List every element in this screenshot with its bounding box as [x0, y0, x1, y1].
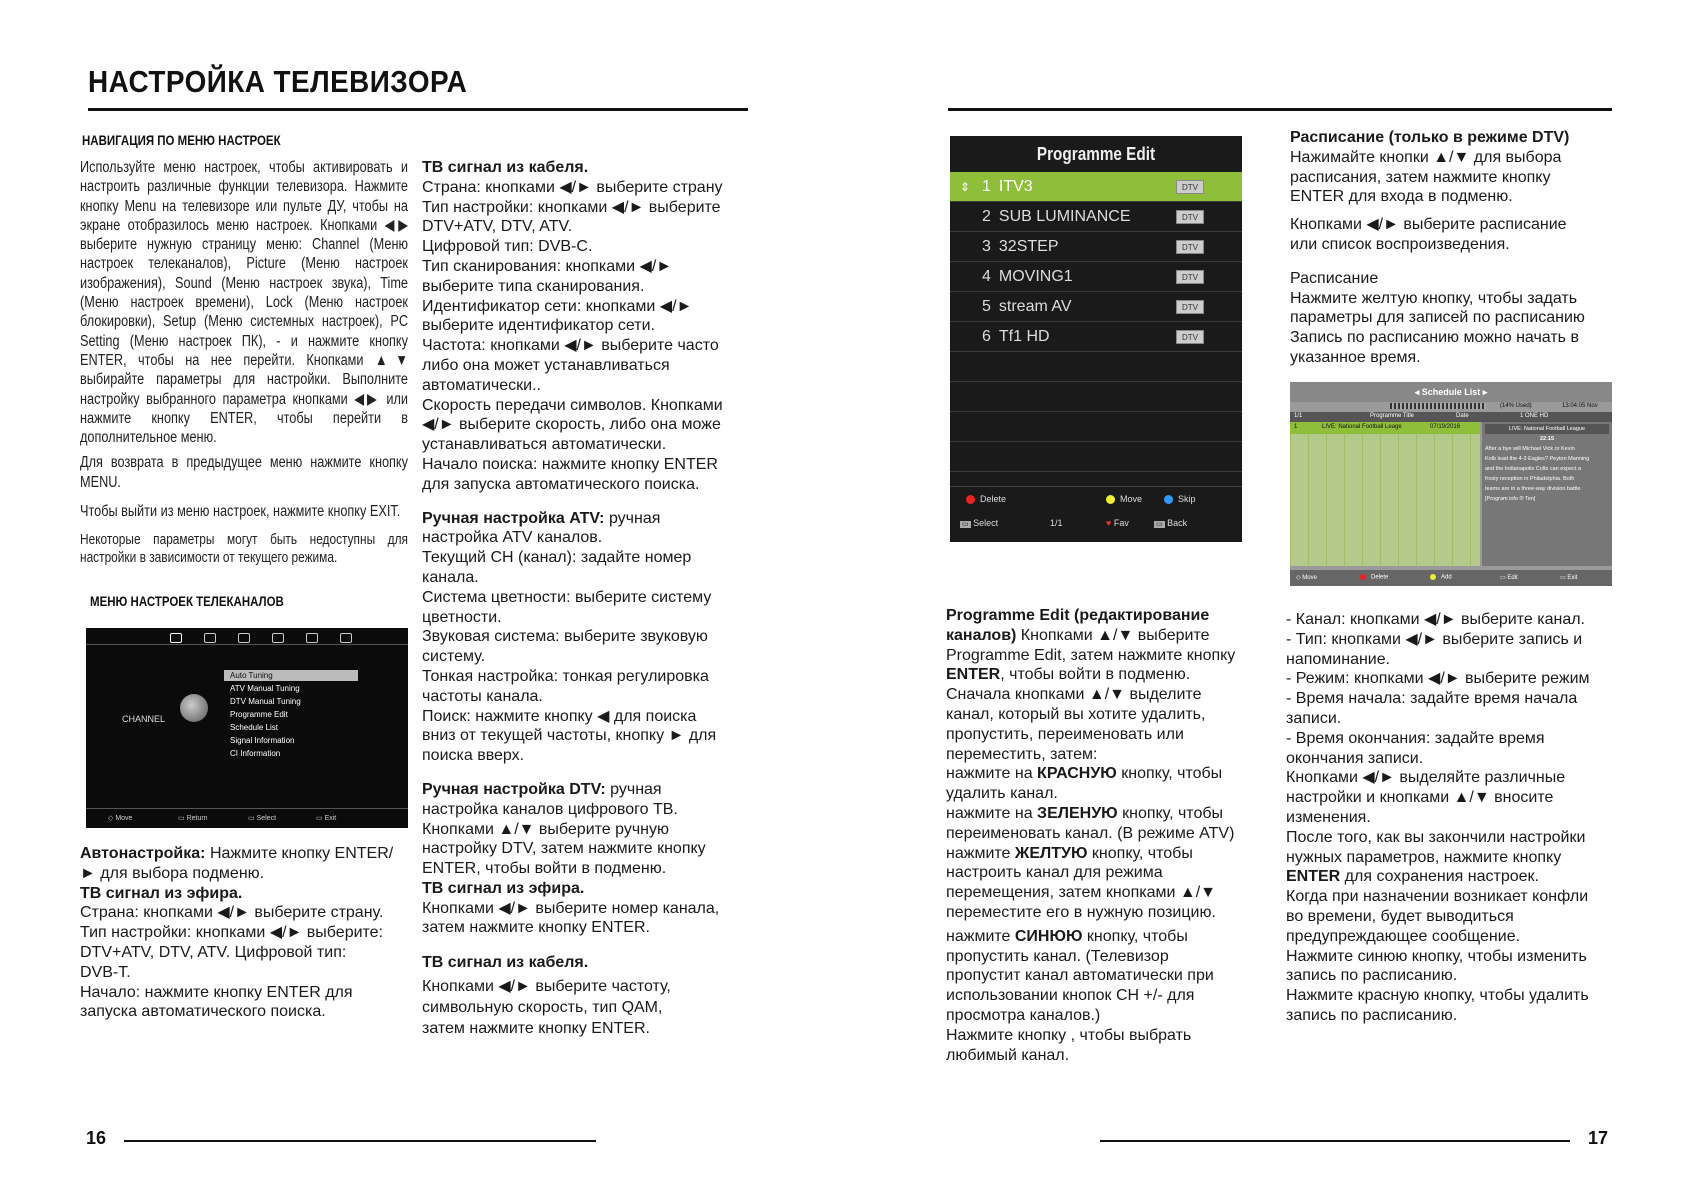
pe-delete[interactable]: Delete [966, 494, 1006, 504]
atv-line: вниз от текущей частоты, кнопку ► для [422, 727, 717, 745]
cable-line: DTV+ATV, DTV, ATV. [422, 218, 573, 236]
section-heading-channels: МЕНЮ НАСТРОЕК ТЕЛЕКАНАЛОВ [90, 593, 284, 609]
menu-item-atv-manual[interactable]: ATV Manual Tuning [230, 684, 300, 693]
pe-l13: настроить канал для режима [946, 864, 1163, 882]
picture-tab-icon [204, 633, 216, 643]
atv-line: Звуковая система: выберите звуковую [422, 628, 708, 646]
dtv-line: Кнопками ▲/▼ выберите ручную [422, 820, 670, 838]
programme-row-empty [950, 382, 1242, 412]
programme-number: 6 [982, 327, 991, 345]
pe-l12a: нажмите [946, 844, 1015, 862]
satellite-dish-icon [180, 694, 208, 722]
pe-l7: переместить, затем: [946, 745, 1098, 763]
nav-paragraph-2: Для возврата в предыдущее меню нажмите кнопку MENU. [80, 454, 408, 491]
cable-line: Тип настройки: кнопками ◀/► выберите [422, 198, 721, 216]
cable-line: выберите идентификатор сети. [422, 317, 655, 335]
atv-heading-rest: ручная [604, 509, 661, 527]
schedule-line: указанное время. [1290, 348, 1421, 366]
schedule-detail-line: напоминание. [1286, 650, 1391, 668]
footer-return: ▭ Return [178, 815, 208, 822]
programme-number: 3 [982, 237, 991, 255]
programme-type-badge: DTV [1176, 180, 1204, 194]
pe-l5: канал, который вы хотите удалить, [946, 705, 1206, 723]
air-line: Кнопками ◀/► выберите номер канала, [422, 899, 720, 917]
footer-select: ▭ Select [248, 815, 277, 822]
detail-line: teams are in a three-way division battle. [1485, 486, 1582, 492]
sound-tab-icon [238, 633, 250, 643]
schedule-heading: Расписание (только в режиме DTV) [1290, 129, 1570, 146]
pe-l10a: нажмите на [946, 804, 1038, 822]
setup-tab-icon [340, 633, 352, 643]
page-number-right: 17 [1588, 1128, 1609, 1148]
air-signal-heading: ТВ сигнал из эфира. [80, 884, 243, 902]
atv-line: Тонкая настройка: тонкая регулировка [422, 667, 709, 685]
programme-row[interactable] [950, 232, 1242, 262]
programme-edit-title: Programme Edit [1036, 144, 1156, 164]
cable-line: устанавливаться автоматически. [422, 436, 667, 454]
auto-tuning-heading: Автонастройка: [80, 845, 206, 862]
cable-line: автоматически.. [422, 376, 541, 394]
atv-line: канала. [422, 568, 479, 586]
cable-line: выберите типа сканирования. [422, 277, 645, 295]
storage-used: (14% Used) [1500, 403, 1532, 409]
cable-heading: ТВ сигнал из кабеля. [422, 159, 589, 176]
atv-line: Текущий CH (канал): задайте номер [422, 549, 692, 567]
cable2-line: затем нажмите кнопку ENTER. [422, 1020, 650, 1038]
pe-heading2: каналов) [946, 626, 1017, 644]
cable-line: Страна: кнопками ◀/► выберите страну [422, 178, 723, 196]
footer-rule-left [124, 1140, 596, 1142]
detail-line: Kolb lead the 4-3 Eagles? Peyton Manning [1485, 456, 1590, 462]
schedule-footer [1290, 570, 1612, 586]
schedule-line: параметры для записей по расписанию [1290, 309, 1585, 327]
atv-line: Система цветности: выберите систему [422, 588, 712, 606]
programme-type-badge: DTV [1176, 210, 1204, 224]
pe-l3: , чтобы войти в подменю. [1000, 666, 1191, 684]
schedule-detail-line: окончания записи. [1286, 749, 1424, 767]
footer-move: ◇ Move [108, 815, 133, 822]
air-heading: ТВ сигнал из эфира. [422, 879, 585, 897]
detail-line: frosty reception in Philadelphia. Both [1485, 476, 1575, 482]
menu-item-dtv-manual[interactable]: DTV Manual Tuning [230, 697, 301, 706]
schedule-detail-line: - Тип: кнопками ◀/► выберите запись и [1286, 630, 1583, 648]
cable-line: либо она может устанавливаться [422, 356, 670, 374]
pe-heading: Programme Edit (редактирование [946, 607, 1210, 624]
pe-l16a: нажмите [946, 927, 1015, 945]
programme-list [950, 172, 1242, 472]
time-tab-icon [272, 633, 284, 643]
programme-row[interactable] [950, 202, 1242, 232]
auto-tuning-line2: ► для выбора подменю. [80, 864, 265, 882]
dtv-heading: Ручная настройка DTV: [422, 780, 606, 798]
schedule-detail-line: записи. [1286, 709, 1342, 727]
schedule-detail-line: Кнопками ◀/► выделяйте различные [1286, 769, 1566, 787]
schedule-time: 13:04:05 Nov [1562, 403, 1598, 409]
navigation-text-block [80, 158, 406, 567]
programme-name: ITV3 [998, 177, 1033, 195]
cable-line: Идентификатор сети: кнопками ◀/► [422, 297, 693, 315]
schedule-detail-line: нужных параметров, нажмите кнопку [1286, 848, 1562, 866]
footer-exit: ▭ Exit [316, 815, 337, 822]
programme-name: Tf1 HD [998, 327, 1050, 345]
pe-l18: пропустит канал автоматически при [946, 967, 1214, 985]
row-date: 07/19/2016 [1430, 424, 1461, 430]
air-line: затем нажмите кнопку ENTER. [422, 919, 650, 937]
pe-l12c: кнопку, чтобы [1087, 844, 1193, 862]
pe-l2: Programme Edit, затем нажмите кнопку [946, 646, 1236, 664]
programme-row-empty [950, 412, 1242, 442]
schedule-grid [1290, 434, 1480, 566]
schedule-title: ◂ Schedule List ▸ [1290, 382, 1612, 402]
menu-item-programme-edit[interactable]: Programme Edit [230, 710, 288, 719]
footer-rule-right [1100, 1140, 1570, 1142]
schedule-detail-line: После того, как вы закончили настройки [1286, 828, 1586, 846]
schedule-detail [1482, 422, 1612, 566]
schedule-detail-line: запись по расписанию. [1286, 1006, 1458, 1024]
st2-enter-rest: для сохранения настроек. [1340, 868, 1539, 886]
detail-title: LIVE: National Football League [1485, 424, 1609, 434]
schedule-sub: Расписание [1290, 269, 1379, 287]
pe-l22: любимый канал. [946, 1046, 1070, 1064]
schedule-header-row: 1/1 Programme Title Date 1 ONE HD [1290, 412, 1612, 422]
pe-l3-bold: ENTER [946, 666, 1001, 684]
cable2-line: символьную скорость, тип QAM, [422, 999, 663, 1017]
sl-add[interactable]: Add [1430, 574, 1452, 581]
programme-type-badge: DTV [1176, 330, 1204, 344]
nav-paragraph-1: Используйте меню настроек, чтобы активировать и настроить различные функции телевизора. Нажмите кнопку Menu на телевизоре или пульте ДУ, чтобы на экране отобразилось меню настроек. Кнопками ◀▶ выберите нужную страницу меню: Channel (Меню настроек телеканалов), Picture (Меню настроек изображения), Sound (Меню настроек звука), Time (Меню настроек времени), Lock (Меню настроек блокировки), Setup (Меню системных настроек), PC Setting (Меню настроек ПК), - и нажмите кнопку ENTER, чтобы на нее перейти. Кнопками ▲▼ выбирайте параметры для настройки. Выполните настройку выбранного параметра кнопками ◀▶ или нажмите кнопку ENTER, чтобы перейти в дополнительное меню. [80, 159, 408, 447]
detail-line: and the Indianapolis Colts can expect a [1485, 466, 1582, 472]
st2-enter: ENTER [1286, 868, 1341, 886]
pe-l11: переименовать канал. (В режиме ATV) [946, 824, 1235, 842]
pe-l19: использовании кнопок CH +/- для [946, 987, 1195, 1005]
menu-item-ci-info[interactable]: CI Information [230, 749, 281, 758]
detail-line: After a bye will Michael Vick or Kevin [1485, 446, 1575, 452]
channel-menu-screenshot [86, 628, 408, 828]
atv-line: настройка ATV каналов. [422, 529, 603, 547]
pe-move[interactable]: Move [1106, 494, 1142, 504]
programme-row-empty [950, 352, 1242, 382]
programme-edit-screenshot [950, 136, 1242, 542]
top-rule-right [948, 108, 1612, 111]
atv-line: Поиск: нажмите кнопку ◀ для поиска [422, 707, 697, 725]
programme-name: SUB LUMINANCE [998, 207, 1131, 225]
atv-line: поиска вверх. [422, 747, 525, 765]
channel-menu-list [224, 670, 358, 762]
pe-skip[interactable]: Skip [1164, 494, 1196, 504]
pe-l12b: ЖЕЛТУЮ [1014, 844, 1088, 862]
schedule-line: Нажимайте кнопки ▲/▼ для выбора [1290, 148, 1562, 166]
programme-type-badge: DTV [1176, 300, 1204, 314]
cable-line: Цифровой тип: DVB-C. [422, 238, 593, 256]
sl-exit[interactable]: ▭ Exit [1560, 575, 1578, 581]
schedule-detail-line: Когда при назначении возникает конфли [1286, 888, 1589, 906]
programme-number: 1 [982, 177, 991, 195]
pe-l8a: нажмите на [946, 765, 1038, 783]
dtv-line: ENTER, чтобы войти в подменю. [422, 860, 667, 878]
pe-l21: Нажмите кнопку , чтобы выбрать [946, 1026, 1192, 1044]
cable2-line: Кнопками ◀/► выберите частоту, [422, 978, 671, 996]
schedule-detail-line: - Канал: кнопками ◀/► выберите канал. [1286, 611, 1585, 628]
pe-l9: удалить канал. [946, 785, 1058, 803]
cable-line: для запуска автоматического поиска. [422, 475, 700, 493]
pe-l14: перемещения, затем кнопками ▲/▼ [946, 884, 1216, 902]
schedule-intro-text [1290, 128, 1610, 368]
dtv-line: настройку DTV, затем нажмите кнопку [422, 840, 706, 858]
auto-tuning-text [80, 844, 420, 1022]
programme-number: 4 [982, 267, 991, 285]
row-title: LIVE: National Football Leage [1322, 424, 1402, 430]
channel-label: CHANNEL [122, 714, 166, 724]
programme-number: 2 [982, 207, 991, 225]
move-icon: ⇕ [960, 179, 971, 194]
schedule-details-text [1286, 610, 1612, 1026]
dtv-heading-rest: ручная [605, 780, 662, 798]
pe-l8c: кнопку, чтобы [1116, 765, 1223, 783]
storage-bar [1390, 403, 1486, 409]
auto-tuning-line5: Тип настройки: кнопками ◀/► выберите: [80, 924, 384, 942]
menu-item-auto-tuning[interactable]: Auto Tuning [224, 670, 358, 681]
programme-edit-text [946, 606, 1262, 1065]
schedule-detail-line: Нажмите синюю кнопку, чтобы изменить [1286, 947, 1587, 965]
schedule-line: ENTER для входа в подменю. [1290, 188, 1513, 206]
pe-l15: переместите его в нужную позицию. [946, 903, 1216, 921]
pe-l4: Сначала кнопками ▲/▼ выделите [946, 686, 1202, 704]
auto-tuning-line8: Начало: нажмите кнопку ENTER для [80, 983, 353, 1001]
schedule-detail-line: - Время окончания: задайте время [1286, 729, 1545, 747]
sl-delete[interactable]: Delete [1360, 574, 1388, 581]
programme-type-badge: DTV [1176, 240, 1204, 254]
programme-row[interactable] [950, 322, 1242, 352]
menu-tab-icons [170, 630, 374, 648]
programme-number: 5 [982, 297, 991, 315]
programme-name: MOVING1 [998, 267, 1073, 285]
schedule-detail-line: Нажмите красную кнопку, чтобы удалить [1286, 987, 1589, 1005]
programme-name: 32STEP [998, 237, 1059, 255]
schedule-detail-line: - Режим: кнопками ◀/► выберите режим [1286, 670, 1590, 688]
sl-move[interactable]: ◇ Move [1296, 575, 1317, 581]
cable-line: Начало поиска: нажмите кнопку ENTER [422, 455, 718, 473]
pe-l8b: КРАСНУЮ [1037, 765, 1117, 783]
auto-tuning-line4: Страна: кнопками ◀/► выберите страну. [80, 904, 384, 922]
schedule-detail-line: - Время начала: задайте время начала [1286, 690, 1578, 708]
cable2-heading: ТВ сигнал из кабеля. [422, 954, 589, 972]
schedule-detail-line: предупреждающее сообщение. [1286, 927, 1521, 945]
schedule-line: Нажмите желтую кнопку, чтобы задать [1290, 289, 1578, 307]
programme-name: stream AV [998, 297, 1072, 315]
cable-line: Частота: кнопками ◀/► выберите часто [422, 337, 719, 355]
auto-tuning-line6: DTV+ATV, DTV, ATV. Цифровой тип: [80, 943, 347, 961]
pe-l20: просмотра каналов.) [946, 1006, 1101, 1024]
title-rule [88, 108, 748, 111]
detail-line: [Program info ® Ten] [1485, 496, 1536, 502]
page-number-left: 16 [86, 1128, 107, 1148]
col-date: Date [1456, 413, 1469, 419]
programme-row-empty [950, 442, 1242, 472]
schedule-detail-line: изменения. [1286, 808, 1371, 826]
channel-tab-icon [170, 633, 182, 643]
programme-row[interactable] [950, 292, 1242, 322]
pe-l16c: кнопку, чтобы [1082, 927, 1188, 945]
lock-tab-icon [306, 633, 318, 643]
dtv-line: настройка каналов цифрового ТВ. [422, 800, 678, 818]
programme-type-badge: DTV [1176, 270, 1204, 284]
auto-tuning-line1: Нажмите кнопку ENTER/ [205, 845, 394, 862]
atv-line: цветности. [422, 608, 502, 626]
pe-l1: Кнопками ▲/▼ выберите [1016, 626, 1210, 644]
pe-l6: пропустить, переименовать или [946, 725, 1184, 743]
pe-l10b: ЗЕЛЕНУЮ [1037, 804, 1118, 822]
schedule-detail-line: запись по расписанию. [1286, 967, 1458, 985]
pe-fav[interactable]: ♥ Fav [1106, 518, 1129, 528]
schedule-row[interactable]: 1 LIVE: National Football Leage 07/19/2016 [1290, 422, 1480, 434]
pe-l17: пропустить канал. (Телевизор [946, 947, 1169, 965]
schedule-line: расписания, затем нажмите кнопку [1290, 168, 1551, 186]
cable-line: ◀/► выберите скорость, либо она може [422, 416, 721, 434]
cable-line: Скорость передачи символов. Кнопками [422, 396, 723, 414]
schedule-detail-line: во времени, будет выводиться [1286, 907, 1514, 925]
pe-l10c: кнопку, чтобы [1117, 804, 1224, 822]
detail-time: 22:15 [1539, 436, 1555, 442]
col-title: Programme Title [1370, 413, 1415, 419]
schedule-line: Запись по расписанию можно начать в [1290, 329, 1579, 347]
schedule-line: Кнопками ◀/► выберите расписание [1290, 216, 1567, 234]
sl-edit[interactable]: ▭ Edit [1500, 575, 1518, 581]
nav-paragraph-3: Чтобы выйти из меню настроек, нажмите кнопку EXIT. [80, 503, 401, 521]
programme-row[interactable] [950, 172, 1242, 202]
menu-item-schedule-list[interactable]: Schedule List [230, 723, 279, 732]
atv-line: систему. [422, 648, 486, 666]
cable-line: Тип сканирования: кнопками ◀/► [422, 257, 673, 275]
manual-tuning-column [422, 158, 752, 1039]
pe-select[interactable]: ▭ Select [962, 518, 999, 528]
schedule-list-screenshot [1290, 382, 1612, 586]
atv-line: частоты канала. [422, 687, 543, 705]
auto-tuning-line7: DVB-T. [80, 963, 131, 981]
pe-page: 1/1 [1050, 518, 1063, 528]
page-title: НАСТРОЙКА ТЕЛЕВИЗОРА [88, 64, 468, 99]
channel-info: 1 ONE HD [1520, 413, 1549, 419]
programme-row[interactable] [950, 262, 1242, 292]
pe-back[interactable]: ▭ Back [1156, 518, 1188, 528]
pe-l16b: СИНЮЮ [1014, 927, 1083, 945]
nav-paragraph-4: Некоторые параметры могут быть недоступны для настройки в зависимости от текущего режима. [80, 532, 408, 567]
menu-item-signal-info[interactable]: Signal Information [230, 736, 295, 745]
atv-heading: Ручная настройка ATV: [422, 509, 605, 527]
auto-tuning-line9: запуска автоматического поиска. [80, 1003, 326, 1021]
section-heading-navigation: НАВИГАЦИЯ ПО МЕНЮ НАСТРОЕК [82, 132, 281, 148]
schedule-line: или список воспроизведения. [1290, 235, 1510, 253]
schedule-detail-line: настройки и кнопками ▲/▼ вносите [1286, 789, 1554, 807]
